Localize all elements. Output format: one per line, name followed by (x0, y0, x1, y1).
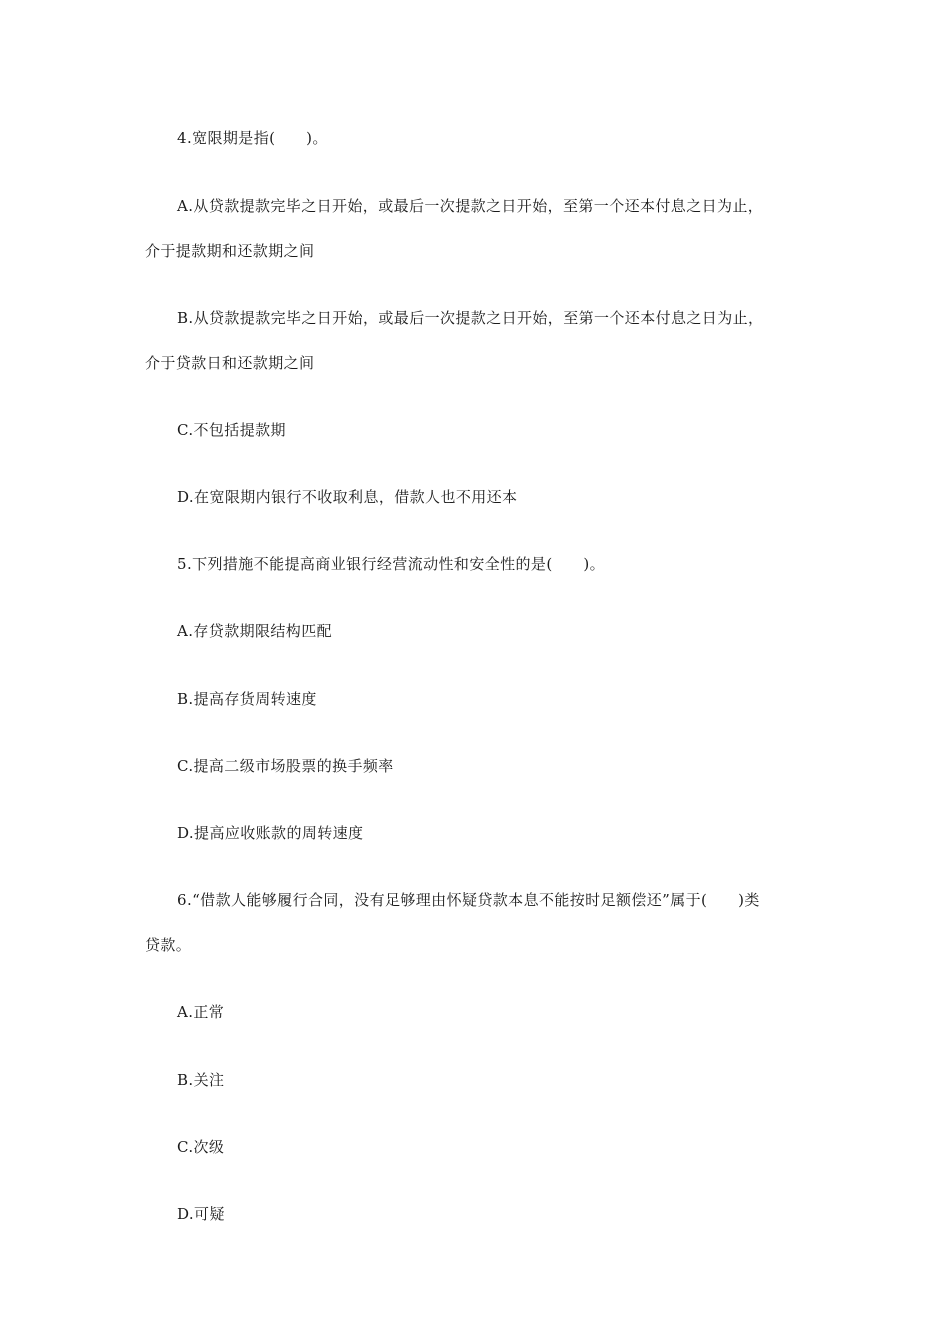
question-4-option-b-line-1: B.从贷款提款完毕之日开始，或最后一次提款之日开始，至第一个还本付息之日为止， (177, 309, 764, 327)
question-5-option-a: A.存贷款期限结构匹配 (177, 622, 333, 640)
question-4-option-b-line-2: 介于贷款日和还款期之间 (145, 354, 315, 372)
question-6-stem-line-2: 贷款。 (145, 936, 192, 954)
question-6-option-c: C.次级 (177, 1138, 225, 1156)
question-5-stem: 5.下列措施不能提高商业银行经营流动性和安全性的是( )。 (177, 555, 606, 573)
question-5-option-c: C.提高二级市场股票的换手频率 (177, 757, 394, 775)
question-4-option-d: D.在宽限期内银行不收取利息，借款人也不用还本 (177, 488, 518, 506)
question-6-option-b: B.关注 (177, 1071, 225, 1089)
question-6-stem-line-1: 6.“借款人能够履行合同，没有足够理由怀疑贷款本息不能按时足额偿还”属于( )类 (177, 891, 760, 909)
question-6-option-a: A.正常 (177, 1003, 225, 1021)
question-6-option-d: D.可疑 (177, 1205, 225, 1223)
question-4-option-a-line-1: A.从贷款提款完毕之日开始，或最后一次提款之日开始，至第一个还本付息之日为止， (177, 197, 764, 215)
question-4-stem: 4.宽限期是指( )。 (177, 129, 328, 147)
question-4-option-c: C.不包括提款期 (177, 421, 286, 439)
question-4-option-a-line-2: 介于提款期和还款期之间 (145, 242, 315, 260)
question-5-option-b: B.提高存货周转速度 (177, 690, 317, 708)
question-5-option-d: D.提高应收账款的周转速度 (177, 824, 364, 842)
